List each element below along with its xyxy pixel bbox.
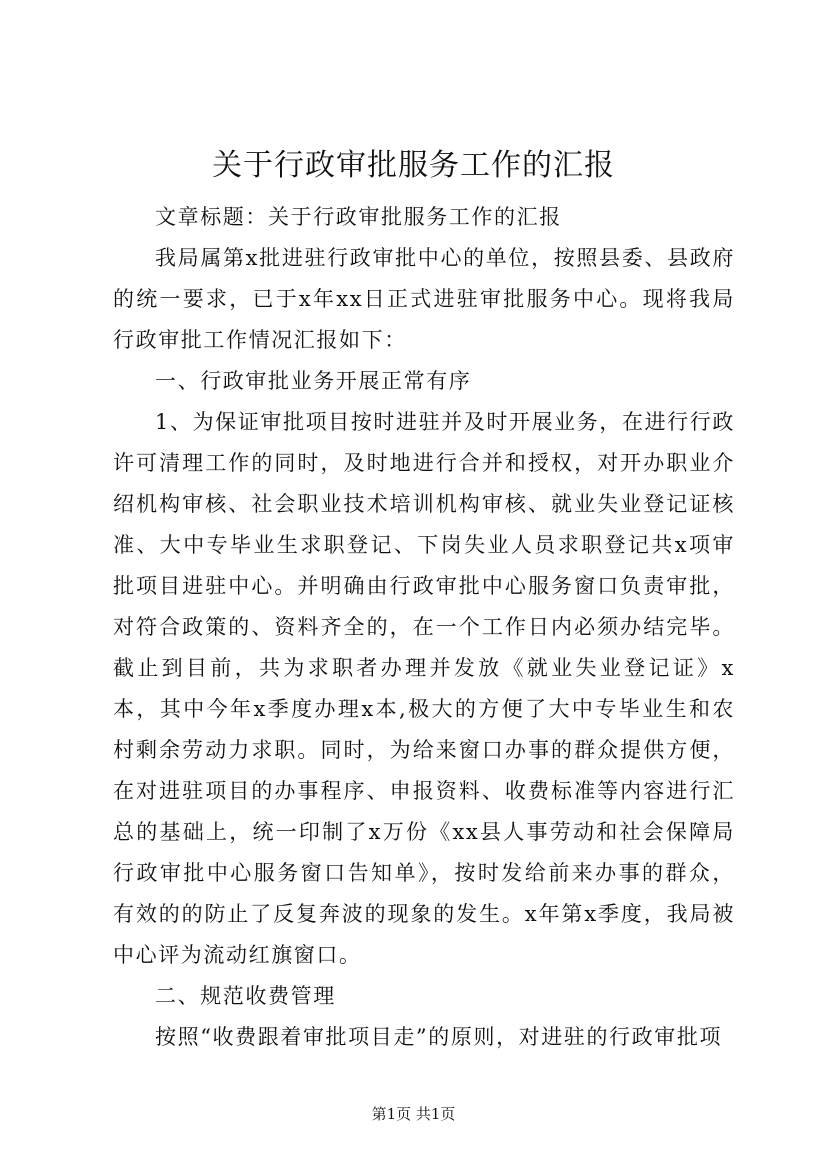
section-heading-2: 二、规范收费管理 <box>155 984 336 1008</box>
article-title-line: 文章标题：关于行政审批服务工作的汇报 <box>155 205 562 229</box>
section-1-paragraph: 1、为保证审批项目按时进驻并及时开展业务，在进行行政许可清理工作的同时，及时地进行合并和授权，对开办职业介绍机构审核、社会职业技术培训机构审核、就业失业登记证核准、大中专毕业生求职登记、下岗失业人员求职登记共x项审批项目进驻中心。并明确由行政审批中心服务窗口负责审批，对符合政策的、资料齐全的，在一个工作日内必须办结完毕。截止到目前，共为求职者办理并发放《就业失业登记证》x本，其中今年x季度办理x本,极大的方便了大中专毕业生和农村剩余劳动力求职。同时，为给来窗口办事的群众提供方便，在对进驻项目的办事程序、申报资料、收费标准等内容进行汇总的基础上，统一印制了x万份《xx县人事劳动和社会保障局行政审批中心服务窗口告知单》，按时发给前来办事的群众，有效的的防止了反复奔波的现象的发生。x年第x季度，我局被中心评为流动红旗窗口。 <box>113 410 735 967</box>
document-body <box>113 197 735 1058</box>
intro-paragraph: 我局属第x批进驻行政审批中心的单位，按照县委、县政府的统一要求，已于x年xx日正式进驻审批服务中心。现将我局行政审批工作情况汇报如下： <box>113 246 735 352</box>
page-footer: 第1页 共1页 <box>371 1105 456 1123</box>
document-title: 关于行政审批服务工作的汇报 <box>212 148 615 183</box>
section-heading-1: 一、行政审批业务开展正常有序 <box>155 369 472 393</box>
section-2-paragraph: 按照“收费跟着审批项目走”的原则，对进驻的行政审批项 <box>155 1025 723 1049</box>
